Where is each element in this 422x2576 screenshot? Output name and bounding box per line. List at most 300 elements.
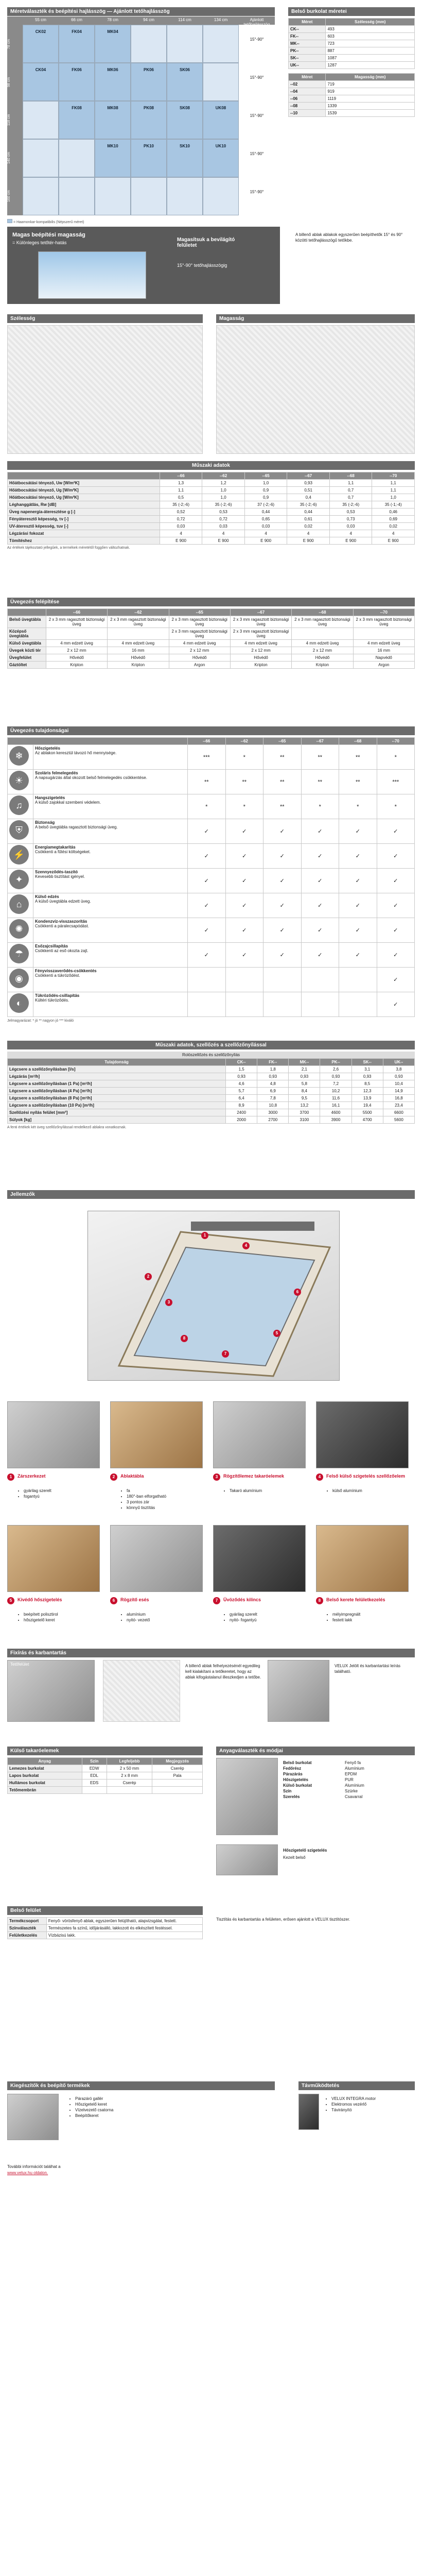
size-cell[interactable]: UK10 (203, 139, 239, 177)
interior-cell: Vízbázisú lakk. (46, 1932, 202, 1939)
dim-cell: FK-- (289, 33, 326, 40)
size-cell[interactable]: FK04 (59, 25, 95, 63)
table-cell: 16 mm (353, 647, 414, 654)
property-icon-cell (8, 968, 33, 992)
table-cell (108, 628, 169, 640)
callout-7[interactable]: 7 (222, 1350, 229, 1358)
property-mark: ✓ (339, 819, 377, 844)
dim-row (289, 55, 415, 62)
table-row (8, 1772, 203, 1780)
property-mark: ** (339, 770, 377, 794)
table-cell: 19,4 (351, 1102, 383, 1109)
feature-bullet: • festett lakk (332, 1617, 360, 1623)
remote-photo (298, 2094, 319, 2130)
property-text: Az ablakon keresztül távozó hő mennyisége. (35, 751, 117, 755)
property-mark (225, 992, 263, 1017)
table-cell: 5,7 (226, 1088, 257, 1095)
table-cell: 2 x 3 mm ragasztott biztonsági üveg (353, 616, 414, 628)
size-cell[interactable]: SK08 (167, 101, 203, 139)
dim-row (289, 47, 415, 55)
table-cell: 1,0 (372, 494, 415, 501)
feature-photo (316, 1525, 409, 1592)
table-cell: 35 (-2;-6) (287, 501, 330, 509)
table-cell: 2 x 8 mm (107, 1772, 152, 1780)
table-cell: 10,2 (320, 1088, 351, 1095)
header-row (8, 1059, 415, 1066)
feature-bullet: • könnyű tisztítás (127, 1505, 166, 1511)
size-cell[interactable]: MK04 (95, 25, 131, 63)
table-cell: 0,65 (244, 516, 287, 523)
table-cell: 0,73 (329, 516, 372, 523)
interior-cell: Felületkezelés (8, 1932, 47, 1939)
feature-bullet: • külső alumínium (332, 1488, 362, 1494)
size-cell[interactable]: SK06 (167, 63, 203, 101)
size-cell[interactable]: UK08 (203, 101, 239, 139)
table-cell: 3900 (320, 1116, 351, 1124)
table-cell: 0,03 (160, 523, 202, 530)
table-row (8, 1109, 415, 1116)
feature-bullet: • gyárilag szerelt (24, 1488, 51, 1494)
property-mark: ✓ (301, 918, 339, 943)
table-cell: 2 x 3 mm ragasztott biztonsági üveg (169, 628, 230, 640)
property-name: Esőzajcsillapítás (35, 944, 68, 948)
table-row (8, 1073, 415, 1080)
property-mark: ✓ (188, 893, 226, 918)
table-cell: 3,8 (383, 1066, 414, 1073)
property-row (8, 819, 415, 844)
property-mark (263, 968, 302, 992)
callout-5[interactable]: 5 (273, 1330, 280, 1337)
property-mark: ✓ (188, 869, 226, 893)
table-cell: 4 mm edzett üveg (353, 640, 414, 647)
material-label: Belső burkolat (283, 1760, 312, 1765)
property-mark: ✓ (225, 918, 263, 943)
table-cell: 1,5 (226, 1066, 257, 1073)
table-cell: 0,03 (244, 523, 287, 530)
table-cell: 4 mm edzett üveg (46, 640, 107, 647)
table-cell: Hőátbocsátási tényező, Ug [W/m²K] (8, 487, 160, 494)
table-cell: Argon (353, 662, 414, 669)
row-header: 140 cm (7, 139, 23, 177)
mounting-diagram (103, 1660, 180, 1722)
property-mark: ✓ (301, 943, 339, 968)
interior-cell: Természetes fa színű, időjárásálló, lakkozott és elkészített festéssel. (46, 1925, 202, 1932)
size-cell[interactable]: PK08 (131, 101, 167, 139)
col-header: 114 cm (167, 16, 203, 25)
size-cell[interactable]: FK06 (59, 63, 95, 101)
table-cell: 0,02 (287, 523, 330, 530)
property-mark: *** (188, 745, 226, 770)
remote-section: Távműködtetés • VELUX INTEGRA motor • Elektromos vezérlő • Távirányító (298, 2081, 415, 2090)
table-cell: Napvédő (353, 654, 414, 662)
table-cell: 4 mm edzett üveg (108, 640, 169, 647)
table-row (8, 509, 415, 516)
feature-bullets (327, 1488, 362, 1494)
table-cell: Tömítéshez (8, 537, 160, 545)
table-cell: 0,72 (160, 516, 202, 523)
material-label: Szerelés (283, 1794, 300, 1799)
table-cell: Légzárási fokozat (8, 530, 160, 537)
table-cell: 3,1 (351, 1066, 383, 1073)
table-cell: Kripton (46, 662, 107, 669)
property-desc (33, 943, 188, 968)
size-cell[interactable]: CK02 (23, 25, 59, 63)
feature-number: 8 (316, 1597, 323, 1604)
table-cell: Lapos burkolat (8, 1772, 82, 1780)
table-cell: 2 x 3 mm ragasztott biztonsági üveg (292, 616, 353, 628)
table-cell: 0,7 (329, 487, 372, 494)
table-row (8, 1066, 415, 1073)
table-row (8, 1080, 415, 1088)
column-header: --70 (377, 738, 415, 745)
materials-section: Anyagválaszték és módjai Belső burkolat Fenyő fa Fedőrész Alumínium Párazárás EPDM Hőszigetelés PUR Külső burkolat Alumínium Szín Szürke Szerelés Csavarral Hőszigetelő szigetelés Kezelt belső (216, 1747, 415, 1755)
feature-name: Zárszerkezet (17, 1473, 46, 1479)
column-header: Legfeljebb (107, 1758, 152, 1765)
size-cell[interactable]: CK04 (23, 63, 59, 101)
feature-card (316, 1401, 414, 1520)
table-cell: 2 x 12 mm (230, 647, 291, 654)
table-cell: 2400 (226, 1109, 257, 1116)
table-cell: 7,2 (320, 1080, 351, 1088)
table-cell: Középső üvegtábla (8, 628, 46, 640)
col-header: 55 cm (23, 16, 59, 25)
dim-cell: UK-- (289, 62, 326, 69)
feature-bullet: • Takaró alumínium (230, 1488, 262, 1494)
column-header: Szín (82, 1758, 107, 1765)
property-desc (33, 844, 188, 869)
table-row (8, 480, 415, 487)
column-header: --67 (287, 472, 330, 480)
table-cell: Üveg napenergia-áteresztése g [-] (8, 509, 160, 516)
table-cell: 2,1 (289, 1066, 320, 1073)
table-row (8, 1787, 203, 1794)
table-cell: Szellőzési nyílás felület [mm²] (8, 1109, 226, 1116)
table-row (8, 1765, 203, 1772)
property-row (8, 844, 415, 869)
callout-1[interactable]: 1 (201, 1232, 208, 1239)
table-cell: 0,53 (329, 509, 372, 516)
dim-cell: 719 (326, 81, 415, 88)
property-mark: ✓ (225, 869, 263, 893)
table-cell: 2 x 3 mm ragasztott biztonsági üveg (46, 616, 107, 628)
feature-card (7, 1401, 105, 1520)
banner-left-sub: = Különleges tetőtér-hatás (12, 240, 67, 245)
property-mark: * (301, 794, 339, 819)
column-header: --70 (353, 609, 414, 616)
col-header: 134 cm (203, 16, 239, 25)
related-item: • Hőszigetelő keret (75, 2102, 113, 2107)
skylight-illustration (38, 251, 146, 299)
table-cell: 0,93 (257, 1073, 289, 1080)
dim-cell: 1287 (326, 62, 415, 69)
feature-card (213, 1525, 311, 1643)
features-section: Jellemzők (7, 1190, 415, 1199)
size-cell[interactable]: MK08 (95, 101, 131, 139)
property-mark: ** (263, 794, 302, 819)
table-cell (107, 1787, 152, 1794)
table-cell: 6,4 (226, 1095, 257, 1102)
table-row (8, 537, 415, 545)
table-cell: 4 (160, 530, 202, 537)
table-row (8, 647, 415, 654)
column-header: --65 (263, 738, 302, 745)
table-cell: 2 x 12 mm (292, 647, 353, 654)
dim-cell: 493 (326, 26, 415, 33)
table-cell: 1,0 (244, 480, 287, 487)
column-header: --67 (230, 609, 291, 616)
column-header (8, 472, 160, 480)
callout-8[interactable]: 8 (181, 1335, 188, 1342)
material-row (283, 1760, 412, 1766)
property-icon: ♫ (9, 795, 29, 815)
property-desc (33, 968, 188, 992)
property-mark: ✓ (188, 943, 226, 968)
material-value: PUR (345, 1777, 354, 1782)
property-mark: ✓ (377, 918, 415, 943)
feature-card (213, 1401, 311, 1520)
table-row (8, 628, 415, 640)
banner-center-sub: 15°-90° tetőhajlásszögig (177, 263, 227, 268)
feature-card (7, 1525, 105, 1643)
property-mark: * (188, 794, 226, 819)
table-row (8, 654, 415, 662)
material-row (283, 1766, 412, 1771)
dim-cell: --10 (289, 110, 326, 117)
table-cell: 3000 (257, 1109, 289, 1116)
property-text: A külső zajokkal szembeni védelem. (35, 800, 101, 805)
dim-cell: --06 (289, 95, 326, 103)
table-cell: Légcsere a szellőzőnyílásban (8 Pa) [m³/h] (8, 1095, 226, 1102)
property-text: Csökkenti a páralecsapódást. (35, 924, 89, 928)
property-mark: ✓ (263, 893, 302, 918)
table-cell: 0,4 (287, 494, 330, 501)
table-cell: 4,6 (226, 1080, 257, 1088)
property-text: A napsugárzás által okozott belső felmelegedés csökkentése. (35, 775, 147, 780)
table-cell: 35 (-2;-6) (160, 501, 202, 509)
column-header: --68 (329, 472, 372, 480)
dim-cell: 1087 (326, 55, 415, 62)
property-mark: ✓ (301, 844, 339, 869)
column-header: --62 (108, 609, 169, 616)
size-cell[interactable]: MK10 (95, 139, 131, 177)
material-row (283, 1777, 412, 1783)
table-cell: 8,5 (351, 1080, 383, 1088)
property-mark: ✓ (263, 918, 302, 943)
property-icon-cell (8, 819, 33, 844)
table-cell: 0,93 (351, 1073, 383, 1080)
material-value: Fenyő fa (345, 1760, 361, 1765)
table-cell: 5,8 (289, 1080, 320, 1088)
property-mark: ✓ (225, 893, 263, 918)
window-illustration (87, 1211, 340, 1381)
table-cell: 1,0 (202, 487, 245, 494)
table-cell: E 900 (244, 537, 287, 545)
property-mark: * (225, 794, 263, 819)
related-item: • Párazáró gallér (75, 2096, 113, 2102)
property-mark (339, 992, 377, 1017)
table-cell: Hővédő (169, 654, 230, 662)
size-cell[interactable]: PK10 (131, 139, 167, 177)
table-cell: Gáztöltet (8, 662, 46, 669)
property-mark: ** (263, 745, 302, 770)
property-mark: * (377, 745, 415, 770)
feature-card (316, 1525, 414, 1643)
dim-row (289, 26, 415, 33)
table-cell: Kripton (108, 662, 169, 669)
table-cell: EDW (82, 1765, 107, 1772)
table-cell: 0,03 (202, 523, 245, 530)
property-mark: ✓ (263, 819, 302, 844)
property-row (8, 794, 415, 819)
table-cell: 0,03 (329, 523, 372, 530)
table-row (8, 1102, 415, 1109)
table-cell: E 900 (287, 537, 330, 545)
table-row (8, 501, 415, 509)
size-cell[interactable]: PK06 (131, 63, 167, 101)
property-text: Csökkenti a fűtési költségeket. (35, 850, 91, 854)
property-icon: ❄ (9, 746, 29, 766)
angle-banner (7, 227, 415, 304)
feature-bullet: • fa (127, 1488, 166, 1494)
dim-cell: --04 (289, 88, 326, 95)
table-cell: 16,8 (383, 1095, 414, 1102)
dim-row (289, 81, 415, 88)
interior-row (8, 1925, 203, 1932)
size-cell[interactable]: MK06 (95, 63, 131, 101)
property-mark: ✓ (225, 844, 263, 869)
feature-bullet: • fogantyú (24, 1494, 51, 1499)
row-header: 118 cm (7, 101, 23, 139)
callout-4[interactable]: 4 (242, 1242, 250, 1249)
maintenance-photo (268, 1660, 329, 1722)
property-mark: ** (301, 745, 339, 770)
callout-6[interactable]: 6 (294, 1289, 301, 1296)
table-cell: 10,8 (257, 1102, 289, 1109)
table-cell: 4 mm edzett üveg (169, 640, 230, 647)
callout-3[interactable]: 3 (165, 1299, 172, 1306)
dim-row (289, 40, 415, 47)
feature-number: 4 (316, 1473, 323, 1481)
property-mark: ✓ (339, 943, 377, 968)
table-cell: 10,4 (383, 1080, 414, 1088)
feature-photo (110, 1401, 203, 1468)
feature-name: Ablaktábla (120, 1473, 144, 1479)
table-cell: 0,93 (320, 1073, 351, 1080)
callout-2[interactable]: 2 (145, 1273, 152, 1280)
property-name: Hangszigetelés (35, 795, 65, 800)
feature-bullets (121, 1488, 166, 1511)
header-row (8, 1758, 203, 1765)
feature-bullet: • nyitó- vezető (127, 1617, 150, 1623)
footer-line1: További információt találhat a (7, 2164, 61, 2169)
feature-photo (110, 1525, 203, 1592)
table-cell: 2700 (257, 1116, 289, 1124)
table-cell: Hővédő (292, 654, 353, 662)
property-text: Kevesebb tisztítást igényel. (35, 874, 85, 879)
table-cell: 35 (-2;-6) (202, 501, 245, 509)
property-mark: ✓ (339, 918, 377, 943)
property-icon-cell (8, 844, 33, 869)
property-icon-cell (8, 992, 33, 1017)
property-name: Biztonság (35, 820, 55, 825)
column-header: --66 (188, 738, 226, 745)
table-row (8, 662, 415, 669)
table-cell: 2,6 (320, 1066, 351, 1073)
feature-name: Üvöződés kilincs (223, 1597, 261, 1602)
table-cell: Cserép (152, 1765, 203, 1772)
related-item: • VELUX INTEGRA motor (331, 2096, 376, 2102)
material-value: Alumínium (345, 1783, 364, 1788)
table-row (8, 616, 415, 628)
column-header: Tulajdonság (8, 1059, 226, 1066)
property-mark (188, 992, 226, 1017)
feature-name: Rögzítő esés (120, 1597, 149, 1602)
feature-grid (7, 1401, 415, 1643)
size-cell[interactable]: SK10 (167, 139, 203, 177)
insulation-photo (216, 1844, 278, 1875)
material-label: Párazárás (283, 1772, 303, 1776)
dim-cell: MK-- (289, 40, 326, 47)
property-mark: ✓ (377, 943, 415, 968)
property-mark: ✓ (301, 819, 339, 844)
property-icon-cell (8, 745, 33, 770)
table-cell: 0,93 (226, 1073, 257, 1080)
feature-bullets (121, 1612, 150, 1623)
accessory-photo (7, 2094, 59, 2140)
feature-card (110, 1525, 208, 1643)
table-row (8, 494, 415, 501)
table-cell: E 900 (160, 537, 202, 545)
feature-number: 1 (7, 1473, 14, 1481)
property-icon: ☀ (9, 771, 29, 790)
table-cell: 0,93 (289, 1073, 320, 1080)
row-header: 160 cm (7, 177, 23, 215)
table-cell: Hővédő (46, 654, 107, 662)
property-name: Külső edzés (35, 894, 59, 899)
feature-name: Belső kerete felületkezelés (326, 1597, 385, 1602)
angle-header: Ajánlott tetőhajlásszög (239, 16, 275, 25)
mounting-section: Fixírás és karbantartás (7, 1649, 415, 1657)
table-cell: 0,02 (372, 523, 415, 530)
feature-number: 3 (213, 1473, 220, 1481)
table-cell: 0,9 (244, 487, 287, 494)
dim-cell: SK-- (289, 55, 326, 62)
footer-link[interactable]: www.velux.hu oldalon. (7, 2171, 48, 2175)
table-cell: Kripton (292, 662, 353, 669)
table-cell (46, 628, 107, 640)
table-cell: 0,9 (244, 494, 287, 501)
table-cell: E 900 (329, 537, 372, 545)
feature-bullets (19, 1612, 58, 1623)
column-header (8, 738, 188, 745)
size-cell[interactable]: FK08 (59, 101, 95, 139)
property-mark: ✓ (339, 844, 377, 869)
col-header: 78 cm (95, 16, 131, 25)
feature-bullets (224, 1488, 262, 1494)
column-header: PK-- (320, 1059, 351, 1066)
dim-cell: 1339 (326, 103, 415, 110)
table-cell: Argon (169, 662, 230, 669)
column-header: SK-- (351, 1059, 383, 1066)
property-mark: ✓ (301, 869, 339, 893)
material-label: Külső burkolat (283, 1783, 312, 1788)
ventilation-section: Műszaki adatok, szellőzés a szellőzőnyílással Rolószellőzés és szellőzőnyílás Tulajdonság CK-- FK-- MK-- PK-- SK-- UK-- Légcsere a szellőzőnyílásban [l/s] 1,5 1,8 2,1 2,6 3,1 3,8 Légzárás [m³/h] 0,93 0,93 0,93 0,93 0,93 0,93 Légcsere a szellőzőnyílásban (1 Pa) [m³/h] 4,6 4,8 5,8 7,2 8,5 10,4 Légcsere a szellőzőnyílásban (4 Pa) [m³/h] 5,7 6,9 8,4 10,2 12,3 14,9 Légcsere a szellőzőnyílásban (8 Pa) [m³/h] 6,4 7,8 9,5 11,6 13,9 16,8 Légcsere a szellőzőnyílásban (10 Pa) [m³/h] 8,9 10,8 13,2 16,1 19,4 23,4 Szellőzési nyílás felület [mm²] 2400 3000 3700 4600 5500 6600 Súlyok [kg] 2000 2700 3100 3900 4700 5600 A fenti értékek két üveg szellőzőnyílással rendelkező ablakra vonatkoznak. (7, 1041, 415, 1129)
property-mark: *** (377, 770, 415, 794)
property-icon: ◉ (9, 969, 29, 988)
feature-bullet: • 3 pontos zár (127, 1499, 166, 1505)
table-cell: 4 mm edzett üveg (230, 640, 291, 647)
table-cell: 11,6 (320, 1095, 351, 1102)
